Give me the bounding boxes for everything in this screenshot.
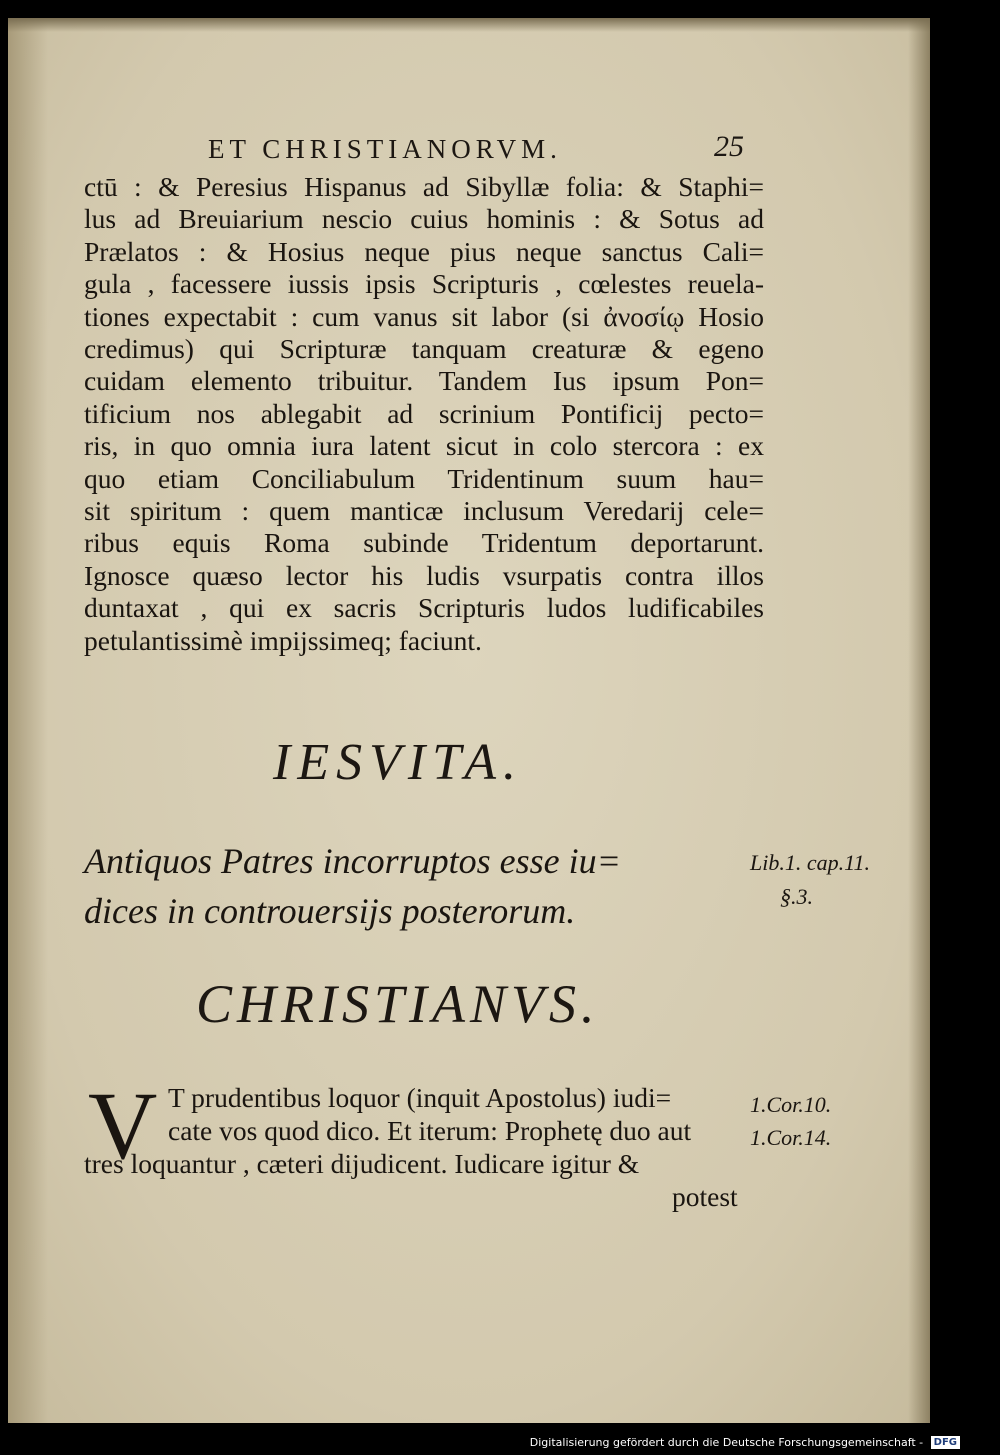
margin-note-line: §.3. bbox=[780, 884, 813, 909]
page-top-shadow bbox=[8, 18, 930, 32]
body-paragraph bbox=[84, 171, 764, 657]
text-line: T prudentibus loquor (inquit Apostolus) iudi= bbox=[168, 1082, 672, 1113]
margin-references bbox=[750, 1088, 900, 1154]
text-line: ribus equis Roma subinde Tridentum deportarunt. bbox=[84, 527, 764, 559]
thesis-line: dices in controuersijs posterorum. bbox=[84, 891, 576, 931]
page-number: 25 bbox=[714, 130, 744, 163]
margin-note bbox=[750, 846, 900, 914]
body-paragraph-2 bbox=[84, 1081, 746, 1213]
credit-text: Digitalisierung gefördert durch die Deutsche Forschungsgemeinschaft - bbox=[529, 1435, 924, 1449]
section-heading-christianus: CHRISTIANVS. bbox=[196, 974, 600, 1034]
text-line: ctū : & Peresius Hispanus ad Sibyllæ folia: & Staphi= bbox=[84, 171, 764, 202]
text-line: cuidam elemento tribuitur. Tandem Ius ipsum Pon= bbox=[84, 365, 764, 397]
text-line: tificium nos ablegabit ad scrinium Pontificij pecto= bbox=[84, 397, 764, 429]
text-line: Ignosce quæso lector his ludis vsurpatis contra illos bbox=[84, 559, 764, 591]
section-heading-iesvita: IESVITA. bbox=[273, 734, 523, 791]
margin-reference: 1.Cor.10. bbox=[750, 1092, 832, 1117]
margin-reference: 1.Cor.14. bbox=[750, 1125, 832, 1150]
dfg-logo: DFG bbox=[931, 1436, 960, 1449]
margin-note-line: Lib.1. cap.11. bbox=[750, 850, 870, 875]
text-line: quo etiam Conciliabulum Tridentinum suum hau= bbox=[84, 462, 764, 494]
text-line: tres loquantur , cæteri dijudicent. Iudicare igitur & bbox=[84, 1148, 640, 1179]
text-line: duntaxat , qui ex sacris Scripturis ludos ludificabiles bbox=[84, 592, 764, 624]
text-line: lus ad Breuiarium nescio cuius hominis : & Sotus ad bbox=[84, 203, 764, 235]
text-line: sit spiritum : quem manticæ inclusum Veredarij cele= bbox=[84, 495, 764, 527]
catchword: potest bbox=[672, 1181, 738, 1212]
book-page bbox=[8, 18, 930, 1423]
text-line: petulantissimè impijssimeq; faciunt. bbox=[84, 624, 482, 656]
page-gutter-shadow bbox=[8, 18, 48, 1423]
text-line: gula , facessere iussis ipsis Scripturis , cœlestes reuela- bbox=[84, 268, 764, 300]
text-line: ris, in quo omnia iura latent sicut in colo stercora : ex bbox=[84, 430, 764, 462]
running-title: ET CHRISTIANORVM. bbox=[208, 134, 562, 164]
text-line: tiones expectabit : cum vanus sit labor (si ἀνοσίῳ Hosio bbox=[84, 300, 764, 332]
page-edge-shadow bbox=[908, 18, 930, 1423]
text-line: cate vos quod dico. Et iterum: Prophetę duo aut bbox=[168, 1115, 692, 1146]
thesis-statement bbox=[84, 836, 744, 936]
digitization-credit bbox=[530, 1436, 960, 1450]
thesis-line: Antiquos Patres incorruptos esse iu= bbox=[84, 841, 621, 881]
text-line: Prælatos : & Hosius neque pius neque sanctus Cali= bbox=[84, 235, 764, 267]
drop-cap: V bbox=[88, 1072, 158, 1179]
text-line: credimus) qui Scripturæ tanquam creaturæ & egeno bbox=[84, 333, 764, 365]
